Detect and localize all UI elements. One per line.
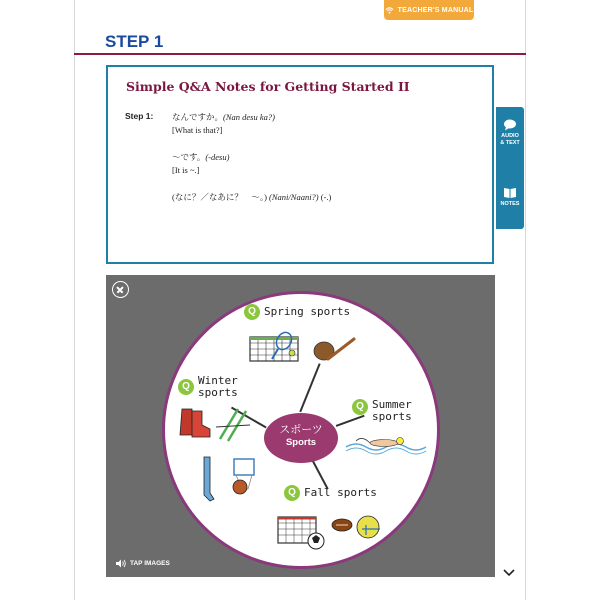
notes-label: NOTES [500,201,520,207]
fall-sports-illustration[interactable] [276,511,386,551]
notes-tab[interactable] [496,187,524,208]
step-title: STEP 1 [105,32,164,51]
label-winter: Winter sports [198,374,238,399]
note-line-3: 〜です。(-desu) [172,152,230,162]
note-line-4: [It is ~.] [172,165,200,175]
tap-images[interactable] [116,559,170,568]
sports-hub [264,413,338,463]
note-line-2: [What is that?] [172,125,223,135]
header-divider [74,53,526,55]
close-icon[interactable] [112,281,129,298]
q-badge-fall[interactable]: Q [284,485,300,501]
note-line-5: (なに？／なあに？ 〜。) (Nani/Naani?) (-.) [172,192,332,202]
audio-text-label: AUDIO & TEXT [500,133,520,146]
q-badge-spring[interactable]: Q [244,304,260,320]
teachers-manual-label: TEACHER'S MANUAL [397,6,474,14]
wifi-icon [385,6,394,15]
note-line-1: なんですか。(Nan desu ka?) [172,112,275,122]
book-icon [503,187,517,199]
hub-english: Sports [285,437,317,448]
side-tabs [496,107,524,229]
step-label: Step 1: [125,111,154,121]
speaker-icon [116,559,127,568]
spring-sports-illustration[interactable] [248,329,358,365]
notes-box [106,65,494,264]
audio-text-tab[interactable] [496,119,524,147]
label-summer: Summer sports [372,398,412,423]
chevron-down-icon[interactable] [503,569,515,577]
summer-sports-illustration[interactable] [344,431,428,455]
image-panel [106,275,495,577]
label-spring: Spring sports [264,305,351,318]
label-fall: Fall sports [304,486,377,499]
q-badge-winter[interactable]: Q [178,379,194,395]
hub-japanese: スポーツ [279,423,323,436]
q-badge-summer[interactable]: Q [352,399,368,415]
speech-bubble-icon [503,119,517,131]
teachers-manual-tab[interactable] [384,0,474,20]
notes-title: Simple Q&A Notes for Getting Started II [126,79,410,94]
winter-sports-illustration[interactable] [176,405,256,509]
tap-images-label: TAP IMAGES [130,560,170,567]
